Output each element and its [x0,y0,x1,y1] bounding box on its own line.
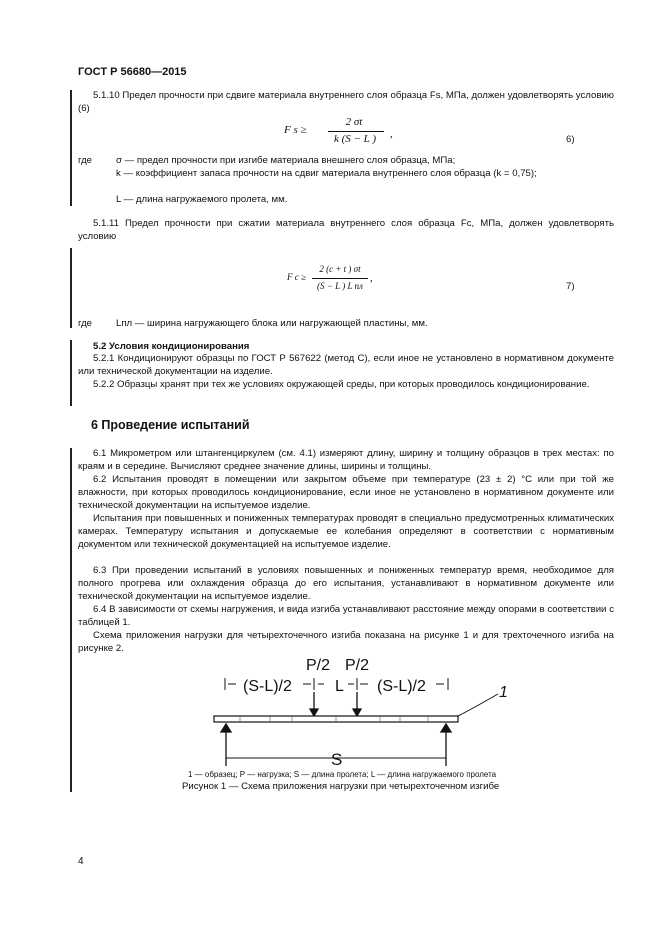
paragraph-5-1-11: 5.1.11 Предел прочности при сжатии материала внутреннего слоя образца Fc, МПа, должен удовлетворять условию [78,218,614,242]
revision-bar [70,90,72,206]
paragraph-5-1-10: 5.1.10 Предел прочности при сдвиге материала внутреннего слоя образца Fs, МПа, должен удовлетворять условию (6) [78,90,614,114]
formula-7-lhs: F c ≥ [287,272,306,282]
fraction-line [312,278,368,279]
figure-legend: 1 — образец; P — нагрузка; S — длина пролета; L — длина нагружаемого пролета [188,770,497,779]
revision-bar [70,248,72,328]
formula-7-number: 7) [566,281,575,292]
callout-number: 1 [499,684,508,701]
section-5-2-heading: 5.2 Условия кондиционирования [93,341,250,352]
formula-7-numerator: 2 (c + t ) σt [319,264,361,274]
load-label-left: P/2 [306,657,331,674]
paragraph-6-3: 6.3 При проведении испытаний в условиях повышенных и пониженных температур время, необходимое для полного прогрева или охлаждения образца до его испытания, устанавливают в нормативном документе или технической документации на испытуемое изделие. [78,565,614,602]
document-header: ГОСТ Р 56680—2015 [78,66,187,78]
where-label: где [78,318,93,329]
formula-7-tail: , [370,272,373,284]
load-arrows [310,692,361,716]
where-item: L — длина нагружаемого пролета, мм. [116,194,288,205]
paragraph-5-2-1: 5.2.1 Кондиционируют образцы по ГОСТ Р 567622 (метод С), если иное не установлено в нормативном документе или технической документации на изделие. [78,353,614,377]
segment-label-right: (S-L)/2 [377,678,426,695]
where-item: σ — предел прочности при изгибе материала внешнего слоя образца, МПа; [116,155,456,166]
formula-6-numerator: 2 σt [345,116,363,128]
segment-label-left: (S-L)/2 [243,678,292,695]
paragraph-6-4-b: Схема приложения нагрузки для четырехточечного изгиба показана на рисунке 1 и для трехточечного изгиба на рисунке 2. [78,630,614,654]
formula-6-lhs: F s ≥ [284,124,307,136]
fraction-line [328,131,384,132]
figure-caption: Рисунок 1 — Схема приложения нагрузки при четырехточечном изгибе [182,781,500,792]
revision-bar [70,340,72,406]
formula-6-denominator: k (S − L ) [333,133,377,145]
paragraph-6-4: 6.4 В зависимости от схемы нагружения, и вида изгиба устанавливают расстояние между опорами в соответствии с таблицей 1. [78,604,614,628]
paragraph-6-1: 6.1 Микрометром или штангенциркулем (см. 4.1) измеряют длину, ширину и толщину образцов в трех местах: по краям и в середине. Вычисляют среднее значение длины, ширины и толщины. [78,448,614,472]
where-item: k — коэффициент запаса прочности на сдвиг материала внутреннего слоя образца (k = 0,75); [116,168,537,179]
formula-7-denominator: (S − L ) L пл [317,281,363,291]
span-label: S [331,750,343,769]
paragraph-6-2: 6.2 Испытания проводят в помещении или закрытом объеме при температуре (23 ± 2) °С или при той же влажности, при которых проводилось кондиционирование, если иное не установлено в нормативном документе или технической документации на испытуемое изделие. [78,474,614,511]
load-label-right: P/2 [345,657,370,674]
paragraph-5-2-2: 5.2.2 Образцы хранят при тех же условиях окружающей среды, при которых проводилось кондиционирование. [93,379,590,390]
callout-leader [458,694,498,716]
where-label: где [78,155,93,166]
where-item: Lпл — ширина нагружающего блока или нагружающей пластины, мм. [116,318,428,329]
formula-6-number: 6) [566,134,575,145]
formula-6-tail: , [390,128,393,140]
paragraph-6-2-b: Испытания при повышенных и пониженных температурах проводят в специально предусмотренных климатических камерах. Температуру испытания и допускаемые ее колебания определяют в соответствии с нормативным документом или технической документацией на испытуемое изделие. [78,513,614,550]
segment-label-middle: L [335,678,344,695]
section-6-heading: 6 Проведение испытаний [91,418,250,432]
page-number: 4 [78,856,84,867]
